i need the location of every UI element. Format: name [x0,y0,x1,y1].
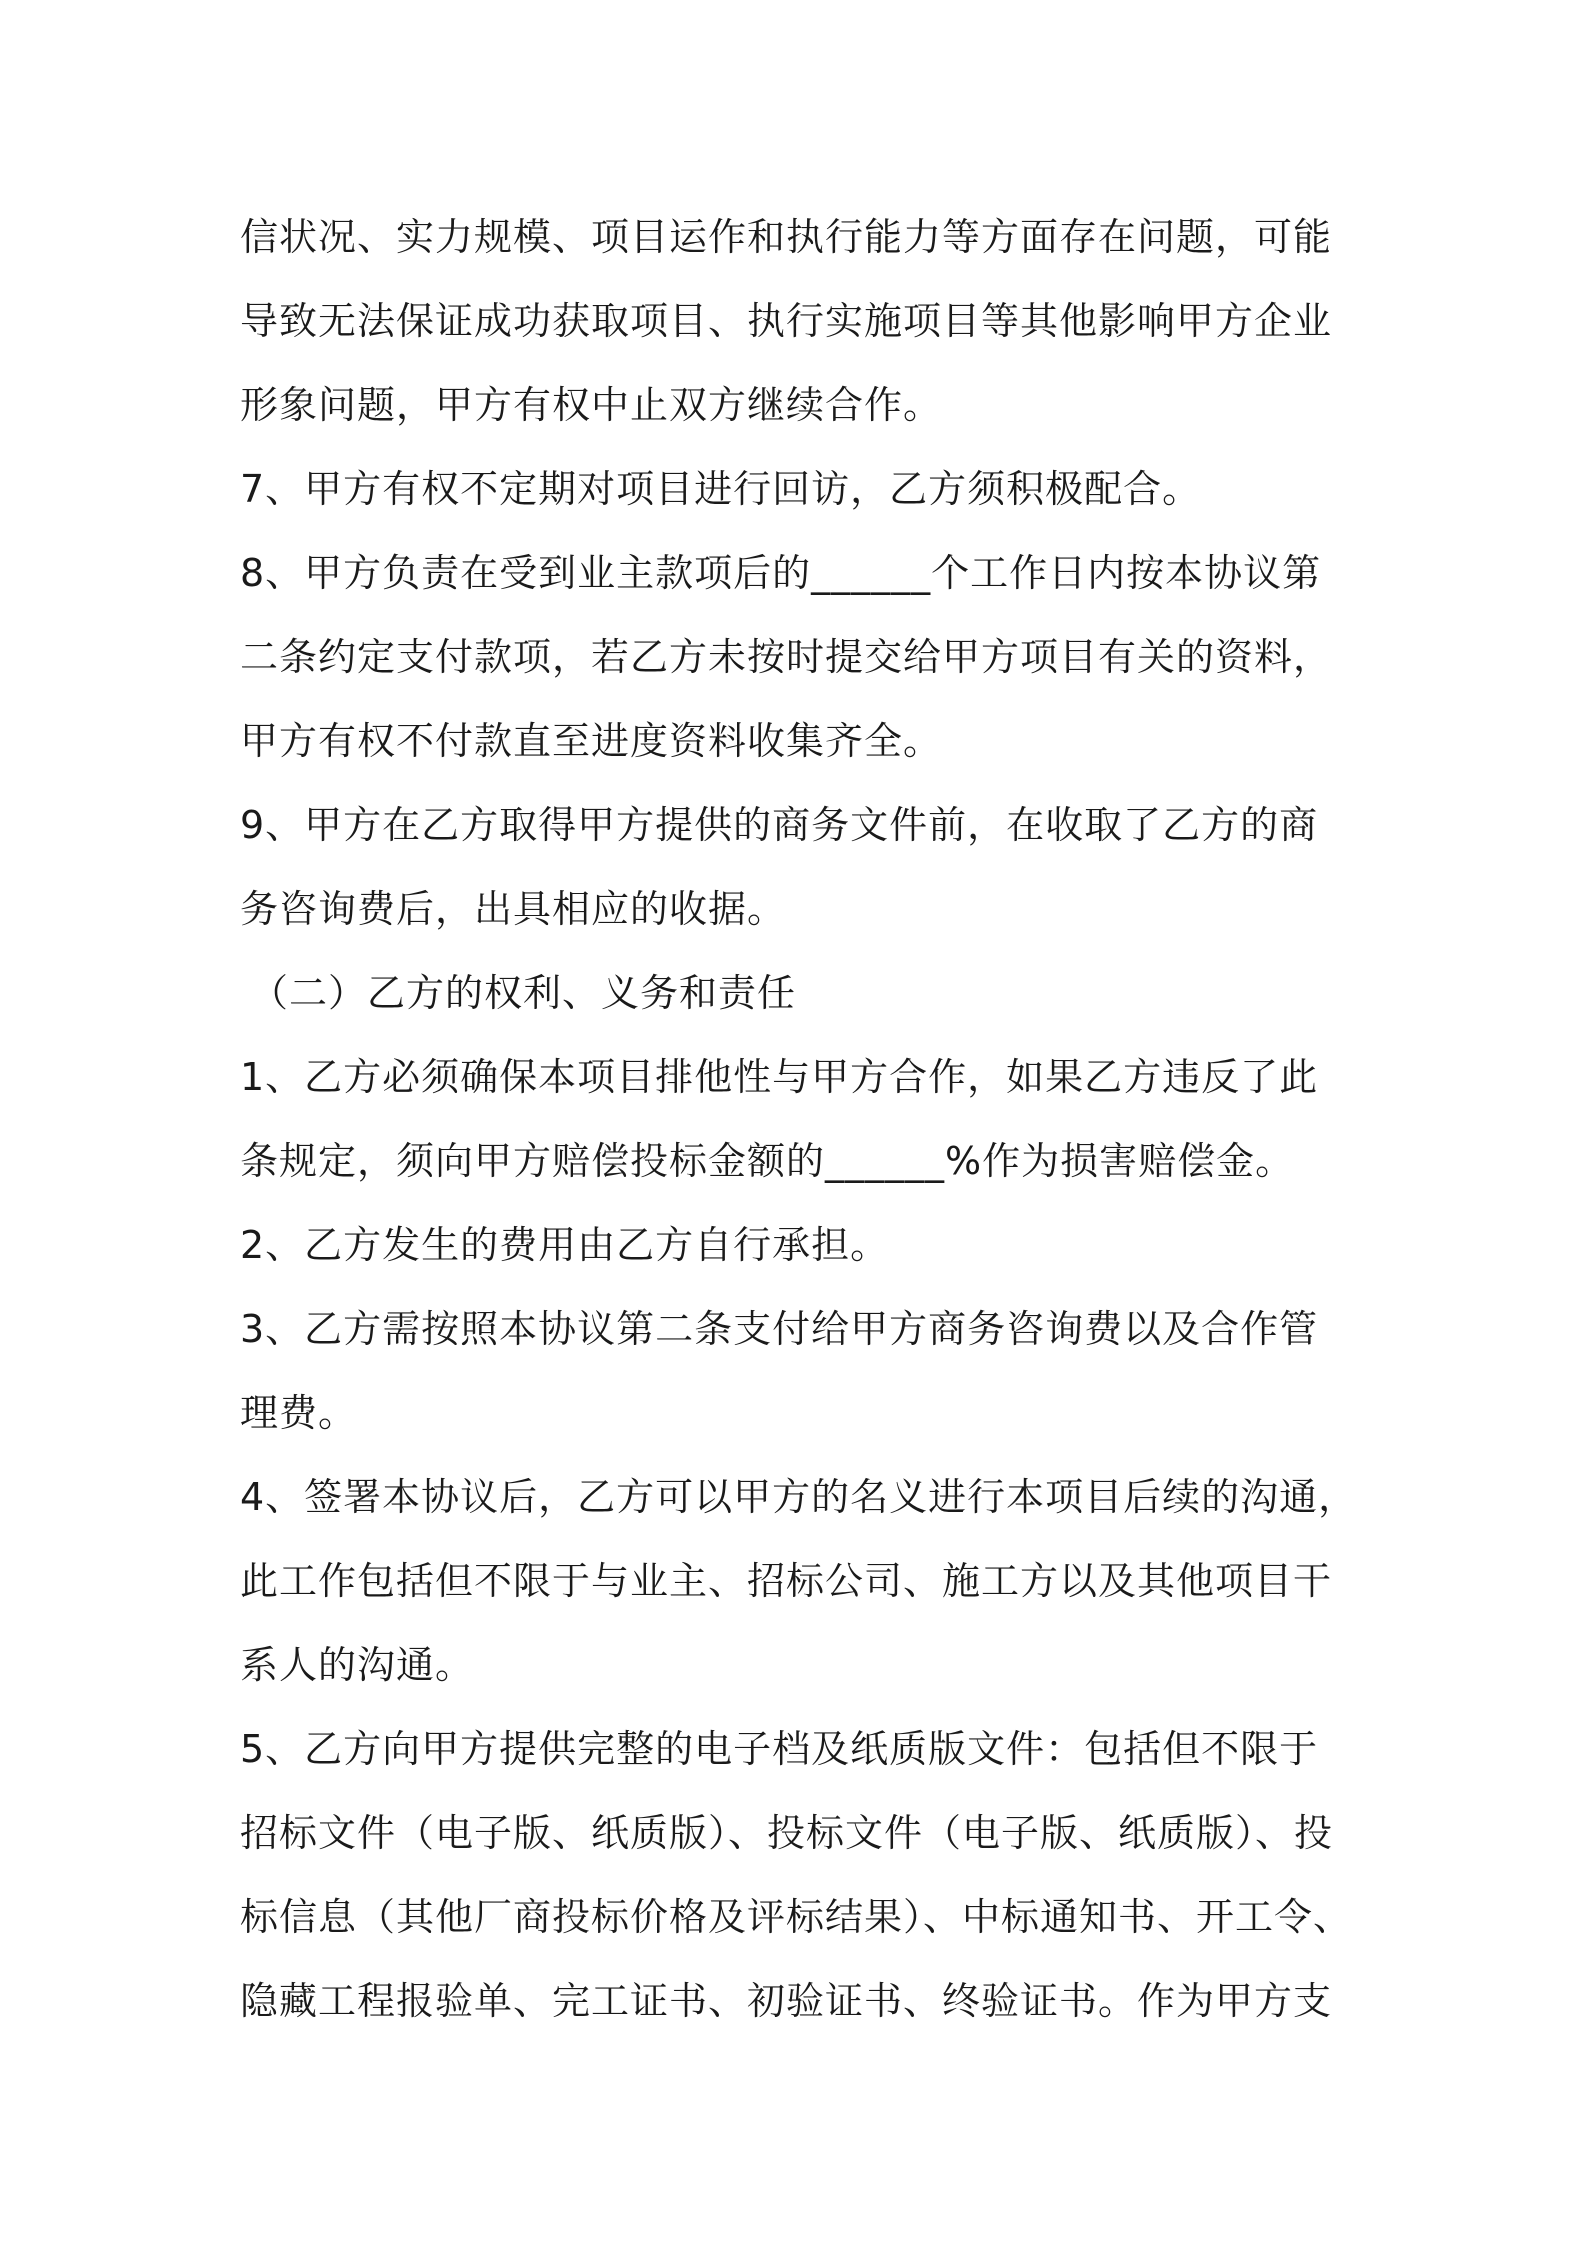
text-line: 隐藏工程报验单、完工证书、初验证书、终验证书。作为甲方支 [240,1979,1333,2023]
clause-5: 5、乙方向甲方提供完整的电子档及纸质版文件：包括但不限于 [240,1727,1319,1771]
clause-8: 8、甲方负责在受到业主款项后的______个工作日内按本协议第 [240,551,1322,595]
text-line: 二条约定支付款项，若乙方未按时提交给甲方项目有关的资料， [240,635,1333,679]
text-line: 导致无法保证成功获取项目、执行实施项目等其他影响甲方企业 [240,299,1333,343]
text-line: 系人的沟通。 [240,1643,475,1687]
clause-9: 9、甲方在乙方取得甲方提供的商务文件前，在收取了乙方的商 [240,803,1319,847]
text-line: 甲方有权不付款直至进度资料收集齐全。 [240,719,943,763]
text-line: 形象问题，甲方有权中止双方继续合作。 [240,383,943,427]
text-line: 标信息（其他厂商投标价格及评标结果）、中标通知书、开工令、 [240,1895,1353,1939]
text-line: 招标文件（电子版、纸质版）、投标文件（电子版、纸质版）、投 [240,1811,1334,1855]
text-line: 理费。 [240,1391,358,1435]
text-line: 务咨询费后，出具相应的收据。 [240,887,787,931]
clause-1: 1、乙方必须确保本项目排他性与甲方合作，如果乙方违反了此 [240,1055,1319,1099]
clause-2: 2、乙方发生的费用由乙方自行承担。 [240,1223,890,1267]
clause-4: 4、签署本协议后，乙方可以甲方的名义进行本项目后续的沟通， [240,1475,1358,1519]
clause-3: 3、乙方需按照本协议第二条支付给甲方商务咨询费以及合作管 [240,1307,1319,1351]
section-heading: （二）乙方的权利、义务和责任 [250,971,797,1015]
text-line: 此工作包括但不限于与业主、招标公司、施工方以及其他项目干 [240,1559,1333,1603]
text-line: 条规定，须向甲方赔偿投标金额的______%作为损害赔偿金。 [240,1139,1295,1183]
clause-7: 7、甲方有权不定期对项目进行回访，乙方须积极配合。 [240,467,1202,511]
document-body [240,195,1370,2043]
text-line: 信状况、实力规模、项目运作和执行能力等方面存在问题，可能 [240,215,1333,259]
